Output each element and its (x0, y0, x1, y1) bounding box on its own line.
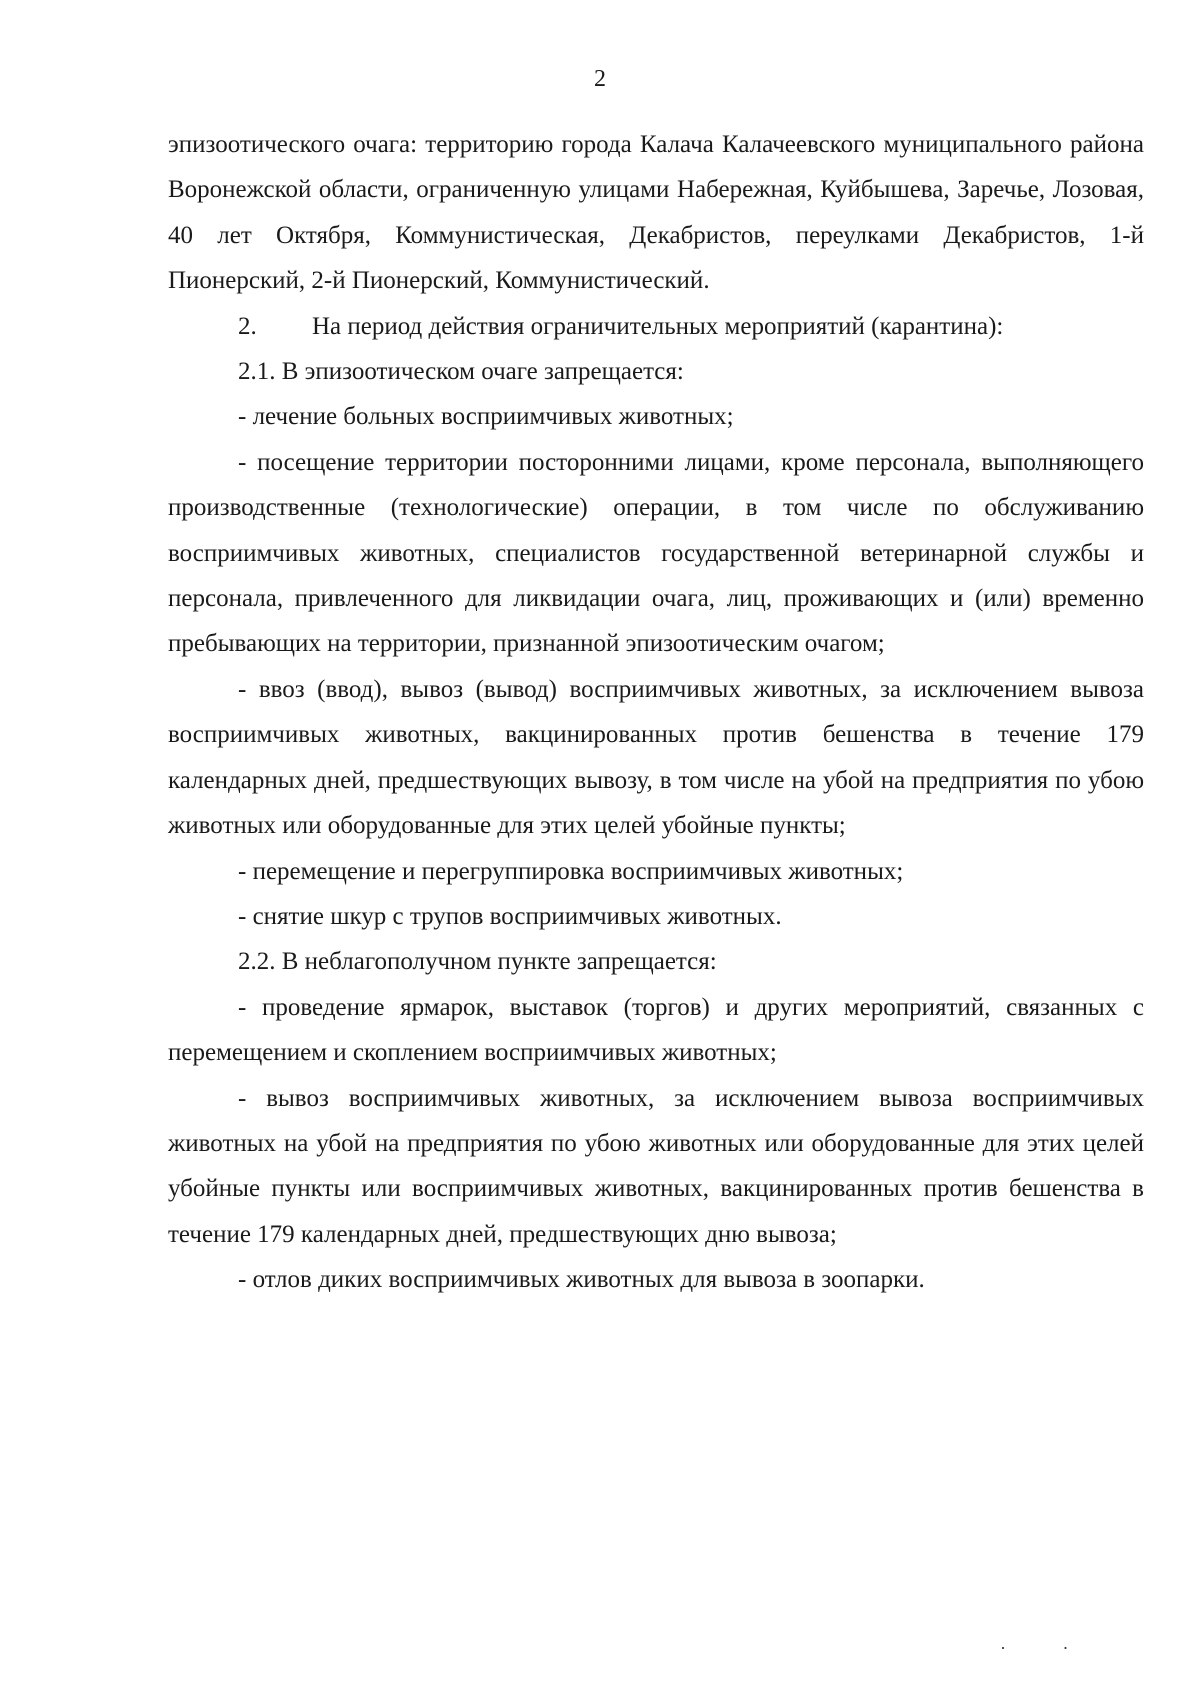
paragraph-item-2 (168, 304, 1144, 349)
list-item-visiting: - посещение территории посторонними лицами, кроме персонала, выполняющего производственные (технологические) операции, в том числе по обслуживанию восприимчивых животных, специалистов государственной ветеринарной службы и персонала, привлеченного для ликвидации очага, лиц, проживающих и (или) временно пребывающих на территории, признанной эпизоотическим очагом; (168, 448, 1144, 658)
list-item-capture: - отлов диких восприимчивых животных для вывоза в зоопарки. (238, 1266, 925, 1294)
paragraph-focus-territory: эпизоотического очага: территорию города Калача Калачеевского муниципального района Воронежской области, ограниченную улицами Набережная, Куйбышева, Заречье, Лозовая, 40 лет Октября, Коммунистическая, Декабристов, переулками Декабристов, 1-й Пионерский, 2-й Пионерский, Коммунистический. (168, 131, 1144, 295)
scan-marks: · · (1000, 1638, 1095, 1658)
paragraph-item-2-2: 2.2. В неблагополучном пункте запрещается: (238, 948, 717, 976)
paragraph-item-2-1: 2.1. В эпизоотическом очаге запрещается: (238, 358, 684, 386)
list-item-regrouping: - перемещение и перегруппировка восприимчивых животных; (238, 857, 904, 885)
list-item-treatment: - лечение больных восприимчивых животных; (238, 403, 734, 431)
list-item-import-export: - ввоз (ввод), вывоз (вывод) восприимчивых животных, за исключением вывоза восприимчивых животных, вакцинированных против бешенства в течение 179 календарных дней, предшествующих вывозу, в том числе на убой на предприятия по убою животных или оборудованные для этих целей убойные пункты; (168, 675, 1144, 840)
list-item-fairs: - проведение ярмарок, выставок (торгов) и других мероприятий, связанных с перемещением и скоплением восприимчивых животных; (168, 993, 1144, 1067)
list-item-skinning: - снятие шкур с трупов восприимчивых животных. (238, 902, 782, 930)
item-number: 2. (238, 312, 257, 340)
page-number: 2 (594, 66, 606, 92)
item-text: На период действия ограничительных мероприятий (карантина): (312, 312, 1004, 340)
list-item-export: - вывоз восприимчивых животных, за исключением вывоза восприимчивых животных на убой на предприятия по убою животных или оборудованные для этих целей убойные пункты или восприимчивых животных, вакцинированных против бешенства в течение 179 календарных дней, предшествующих дню вывоза; (168, 1084, 1144, 1248)
document-body (168, 122, 1144, 1303)
